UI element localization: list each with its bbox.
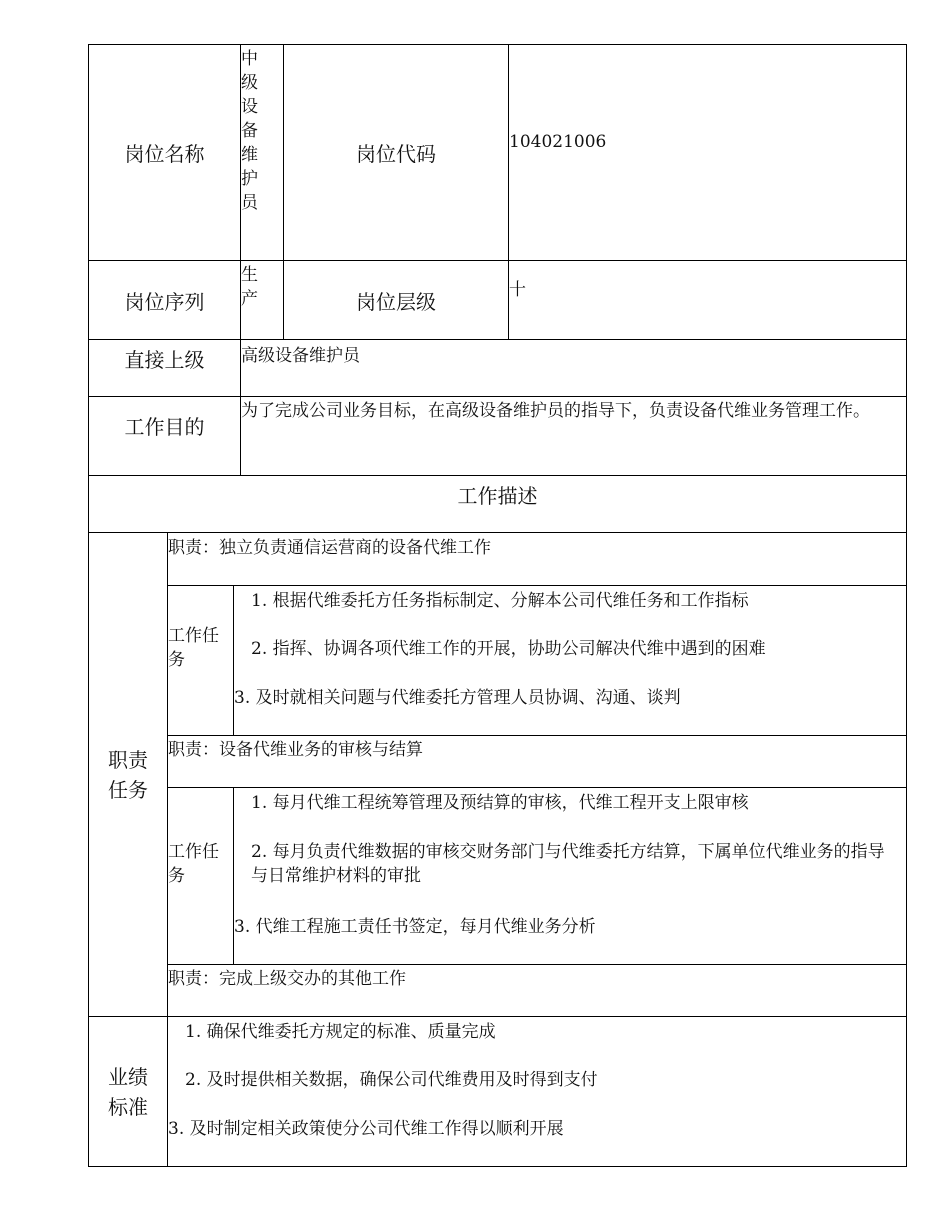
post-level-value: 十: [509, 280, 526, 300]
performance-item-1: 1. 确保代维委托方规定的标准、质量完成: [185, 1022, 496, 1042]
grid-line: [168, 735, 907, 736]
purpose-label: 工作目的: [124, 414, 205, 439]
post-code-value: 104021006: [509, 132, 607, 152]
superior-label: 直接上级: [124, 347, 205, 372]
grid-line: [88, 1166, 907, 1167]
duty-2-task-3: 3. 代维工程施工责任书签定，每月代维业务分析: [234, 917, 596, 937]
duty-1-task-2: 2. 指挥、协调各项代维工作的开展，协助公司解决代维中遇到的困难: [251, 639, 766, 659]
duty-2-title: 职责：设备代维业务的审核与结算: [168, 740, 423, 760]
grid-line: [906, 44, 907, 1166]
duty-3-title: 职责：完成上级交办的其他工作: [168, 969, 406, 989]
post-series-label: 岗位序列: [124, 289, 205, 314]
post-level-label: 岗位层级: [356, 289, 436, 314]
duty-2-task-1: 1. 每月代维工程统筹管理及预结算的审核，代维工程开支上限审核: [251, 793, 749, 813]
post-name-label: 岗位名称: [124, 142, 205, 166]
grid-line: [88, 1016, 907, 1017]
grid-line: [233, 585, 234, 735]
duty-section-label: 职责任务: [108, 747, 148, 802]
grid-line: [88, 532, 907, 533]
purpose-value: 为了完成公司业务目标，在高级设备维护员的指导下，负责设备代维业务管理工作。: [241, 401, 870, 421]
grid-line: [168, 964, 907, 965]
duty-2-task-2: 2. 每月负责代维数据的审核交财务部门与代维委托方结算，下属单位代维业务的指导与日常维护材料的审批: [251, 842, 885, 886]
work-description-title: 工作描述: [457, 483, 538, 508]
duty-1-task-label: 工作任务: [168, 626, 219, 670]
performance-item-2: 2. 及时提供相关数据，确保公司代维费用及时得到支付: [185, 1070, 598, 1090]
duty-1-title: 职责：独立负责通信运营商的设备代维工作: [168, 538, 491, 558]
performance-item-3: 3. 及时制定相关政策使分公司代维工作得以顺利开展: [168, 1119, 564, 1139]
performance-label: 业绩标准: [108, 1064, 148, 1119]
post-series-value: 生产: [241, 265, 258, 309]
duty-1-task-1: 1. 根据代维委托方任务指标制定、分解本公司代维任务和工作指标: [251, 591, 749, 611]
duty-1-task-3: 3. 及时就相关问题与代维委托方管理人员协调、沟通、谈判: [234, 688, 681, 708]
grid-line: [168, 787, 907, 788]
grid-line: [168, 585, 907, 586]
superior-value: 高级设备维护员: [241, 346, 360, 366]
post-name-value: 中级设备维护员: [241, 49, 258, 213]
post-code-label: 岗位代码: [356, 142, 436, 166]
duty-2-task-label: 工作任务: [168, 842, 219, 886]
